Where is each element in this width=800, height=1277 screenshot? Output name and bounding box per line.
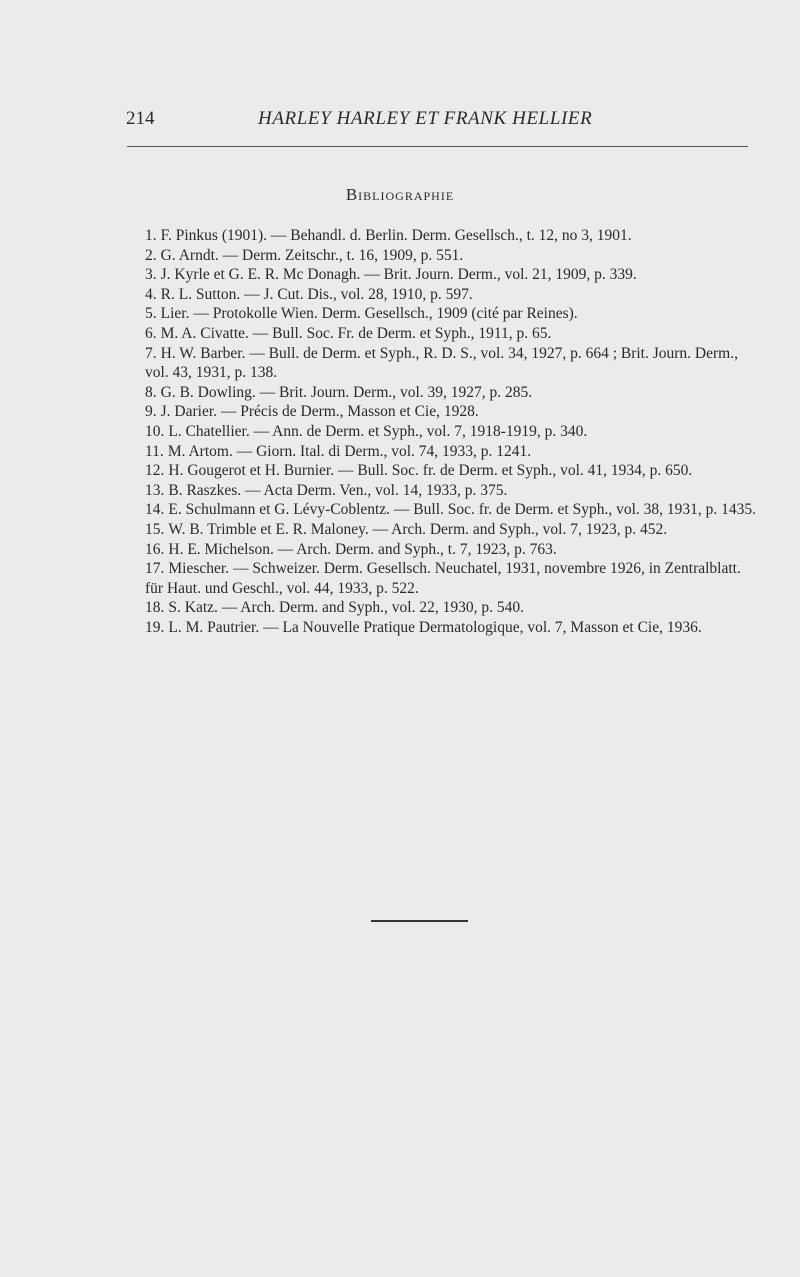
bibliography-entry — [125, 559, 757, 598]
entry-number: 18. — [145, 599, 165, 617]
page-number: 214 — [126, 108, 155, 129]
bibliography-entry — [125, 265, 757, 285]
bibliography-entry — [125, 481, 757, 501]
entry-text: B. Raszkes. — Acta Derm. Ven., vol. 14, 1933, p. 375. — [168, 481, 508, 499]
entry-text: S. Katz. — Arch. Derm. and Syph., vol. 22, 1930, p. 540. — [168, 599, 524, 617]
bibliography-entry — [125, 285, 757, 305]
section-title: Bibliographie — [345, 185, 455, 204]
bibliography-entry — [125, 324, 757, 344]
bibliography-entry — [125, 383, 757, 403]
entry-number: 19. — [145, 618, 165, 636]
bibliography-entry — [125, 422, 757, 442]
entry-number: 3. — [145, 266, 157, 284]
entry-number: 15. — [145, 520, 165, 538]
entry-text: M. A. Civatte. — Bull. Soc. Fr. de Derm. et Syph., 1911, p. 65. — [160, 324, 552, 342]
entry-number: 7. — [145, 344, 157, 362]
entry-number: 11. — [145, 442, 164, 460]
entry-text: E. Schulmann et G. Lévy-Coblentz. — Bull. Soc. fr. de Derm. et Syph., vol. 38, 1931, p. 1435. — [168, 501, 757, 519]
bibliography-entry — [125, 304, 757, 324]
entry-text: J. Darier. — Précis de Derm., Masson et Cie, 1928. — [160, 403, 479, 421]
entry-text: G. B. Dowling. — Brit. Journ. Derm., vol. 39, 1927, p. 285. — [160, 383, 533, 401]
entry-number: 10. — [145, 422, 165, 440]
header-rule — [127, 146, 748, 147]
bibliography-entry — [125, 461, 757, 481]
entry-number: 2. — [145, 246, 157, 264]
entry-number: 17. — [145, 560, 165, 578]
entry-text: F. Pinkus (1901). — Behandl. d. Berlin. Derm. Gesellsch., t. 12, no 3, 1901. — [160, 227, 632, 244]
bibliography-entry — [125, 540, 757, 560]
entry-number: 4. — [145, 285, 157, 303]
closing-rule — [371, 920, 468, 922]
entry-number: 6. — [145, 324, 157, 342]
bibliography-entry — [125, 500, 757, 520]
entry-text: M. Artom. — Giorn. Ital. di Derm., vol. 74, 1933, p. 1241. — [167, 442, 532, 460]
entry-number: 13. — [145, 481, 165, 499]
running-head-authors: HARLEY HARLEY ET FRANK HELLIER — [258, 108, 593, 129]
entry-text: G. Arndt. — Derm. Zeitschr., t. 16, 1909, p. 551. — [160, 246, 464, 264]
bibliography-entry — [125, 226, 757, 246]
bibliography-entry — [125, 344, 757, 383]
bibliography-entry — [125, 598, 757, 618]
entry-number: 12. — [145, 462, 165, 480]
entry-number: 8. — [145, 383, 157, 401]
entry-text: L. M. Pautrier. — La Nouvelle Pratique Dermatologique, vol. 7, Masson et Cie, 1936. — [168, 618, 702, 636]
entry-number: 5. — [145, 305, 157, 323]
entry-number: 16. — [145, 540, 165, 558]
bibliography-entry — [125, 520, 757, 540]
entry-text: H. Gougerot et H. Burnier. — Bull. Soc. fr. de Derm. et Syph., vol. 41, 1934, p. 650. — [168, 462, 693, 480]
bibliography-entry — [125, 618, 757, 638]
entry-text: Miescher. — Schweizer. Derm. Gesellsch. Neuchatel, 1931, novembre 1926, in Zentralblatt. für Haut. und Geschl., vol. 44, 1933, p. 522. — [145, 560, 741, 597]
entry-text: R. L. Sutton. — J. Cut. Dis., vol. 28, 1910, p. 597. — [160, 285, 473, 303]
running-head — [124, 108, 750, 134]
entry-text: Lier. — Protokolle Wien. Derm. Gesellsch., 1909 (cité par Reines). — [160, 305, 578, 323]
entry-text: L. Chatellier. — Ann. de Derm. et Syph., vol. 7, 1918-1919, p. 340. — [168, 422, 588, 440]
entry-number: 1. — [145, 227, 157, 244]
bibliography-list — [125, 226, 757, 637]
entry-text: H. W. Barber. — Bull. de Derm. et Syph., R. D. S., vol. 34, 1927, p. 664 ; Brit. Journ. Derm., vol. 43, 1931, p. 138. — [145, 344, 738, 382]
entry-text: W. B. Trimble et E. R. Maloney. — Arch. Derm. and Syph., vol. 7, 1923, p. 452. — [168, 520, 668, 538]
bibliography-entry — [125, 442, 757, 462]
bibliography-entry — [125, 246, 757, 266]
bibliography-entry — [125, 402, 757, 422]
entry-number: 9. — [145, 403, 157, 421]
entry-text: J. Kyrle et G. E. R. Mc Donagh. — Brit. Journ. Derm., vol. 21, 1909, p. 339. — [160, 266, 637, 284]
entry-text: H. E. Michelson. — Arch. Derm. and Syph., t. 7, 1923, p. 763. — [168, 540, 557, 558]
entry-number: 14. — [145, 501, 165, 519]
